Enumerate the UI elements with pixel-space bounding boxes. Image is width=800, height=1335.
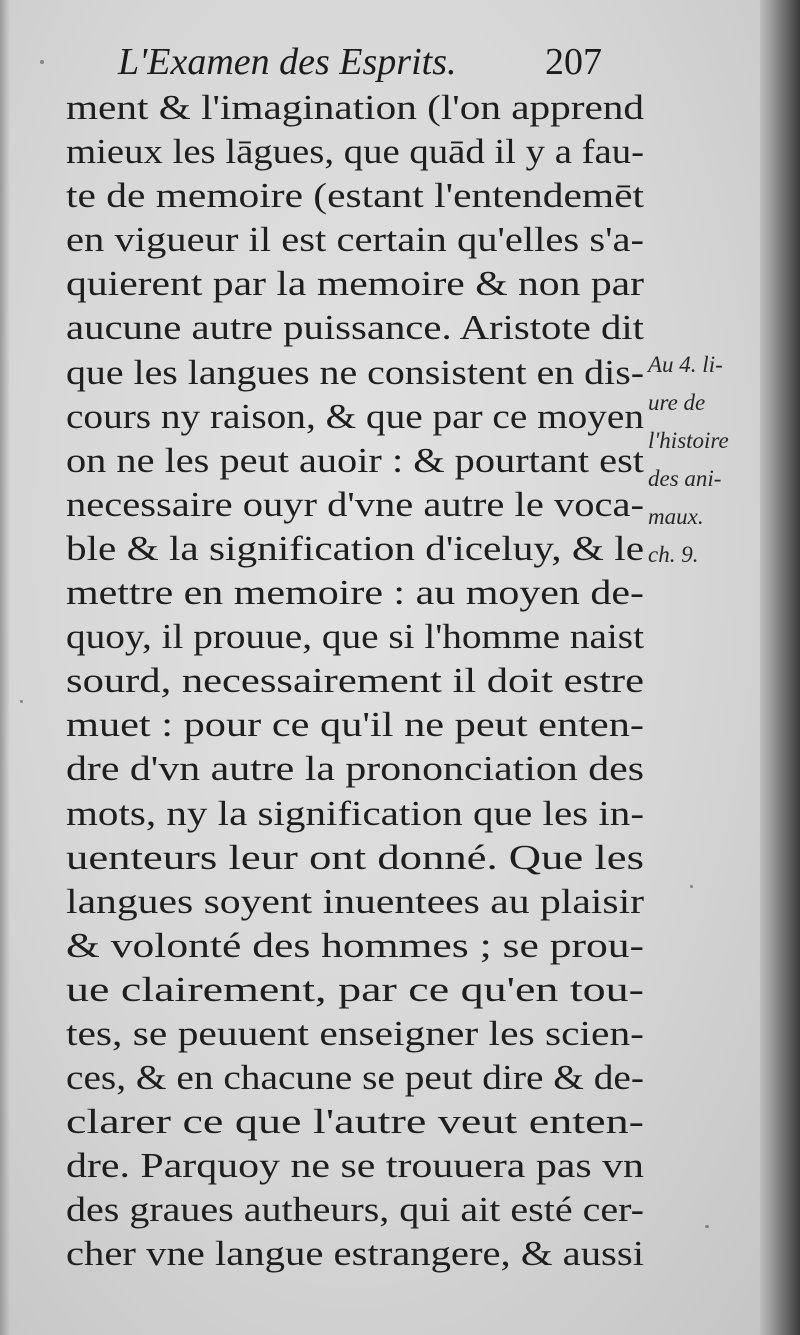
margin-note-line: Au 4. li- [648, 352, 723, 377]
text-line: quierent par la memoire & non par [66, 264, 644, 304]
margin-note [648, 346, 763, 574]
text-line: cher vne langue estrangere, & aussi [66, 1234, 644, 1274]
margin-note-line: l'histoire [648, 428, 729, 453]
text-line: te de memoire (estant l'entendemēt [66, 176, 644, 216]
text-line: dre. Parquoy ne se trouuera pas vn [66, 1146, 644, 1186]
text-line: langues soyent inuentees au plaisir [66, 881, 644, 921]
text-line: cours ny raison, & que par ce moyen [66, 396, 644, 436]
text-line: uenteurs leur ont donné. Que les [66, 837, 644, 877]
margin-note-line: des ani- [648, 466, 722, 491]
text-line: aucune autre puissance. Aristote dit [66, 308, 644, 348]
text-line: on ne les peut auoir : & pourtant est [66, 440, 644, 480]
margin-note-line: maux. [648, 504, 704, 529]
text-line: des graues autheurs, qui ait esté cer- [66, 1190, 644, 1230]
ink-speck [705, 1225, 709, 1228]
text-line: ble & la signification d'iceluy, & le [66, 528, 644, 568]
ink-speck [690, 885, 693, 888]
text-line: ment & l'imagination (l'on apprend [66, 88, 644, 127]
text-line: tes, se peuuent enseigner les scien- [66, 1013, 644, 1053]
text-line: & volonté des hommes ; se prou- [66, 925, 644, 965]
text-line: mettre en memoire : au moyen de- [66, 573, 644, 613]
ink-speck [40, 60, 44, 64]
text-line: mots, ny la signification que les in- [66, 793, 644, 833]
body-text [66, 86, 646, 1277]
text-line: sourd, necessairement il doit estre [66, 661, 644, 701]
page-number: 207 [545, 41, 602, 83]
text-line: quoy, il prouue, que si l'homme naist [66, 617, 644, 657]
text-line: ces, & en chacune se peut dire & de- [66, 1058, 644, 1098]
text-line: que les langues ne consistent en dis- [66, 352, 644, 392]
page-gutter-shadow [0, 0, 10, 1335]
text-line: necessaire ouyr d'vne autre le voca- [66, 484, 644, 524]
text-line: dre d'vn autre la prononciation des [66, 749, 644, 789]
text-line: clarer ce que l'autre veut enten- [66, 1102, 644, 1142]
margin-note-line: ure de [648, 390, 706, 415]
margin-note-line: ch. 9. [648, 542, 699, 567]
running-head: L'Examen des Esprits. [118, 41, 457, 83]
text-line: ue clairement, par ce qu'en tou- [66, 969, 644, 1009]
text-line: en vigueur il est certain qu'elles s'a- [66, 220, 644, 260]
text-line: mieux les lāgues, que quād il y a fau- [66, 132, 644, 172]
page-edge [760, 0, 800, 1335]
text-line: muet : pour ce qu'il ne peut enten- [66, 705, 644, 745]
ink-speck [20, 700, 23, 703]
